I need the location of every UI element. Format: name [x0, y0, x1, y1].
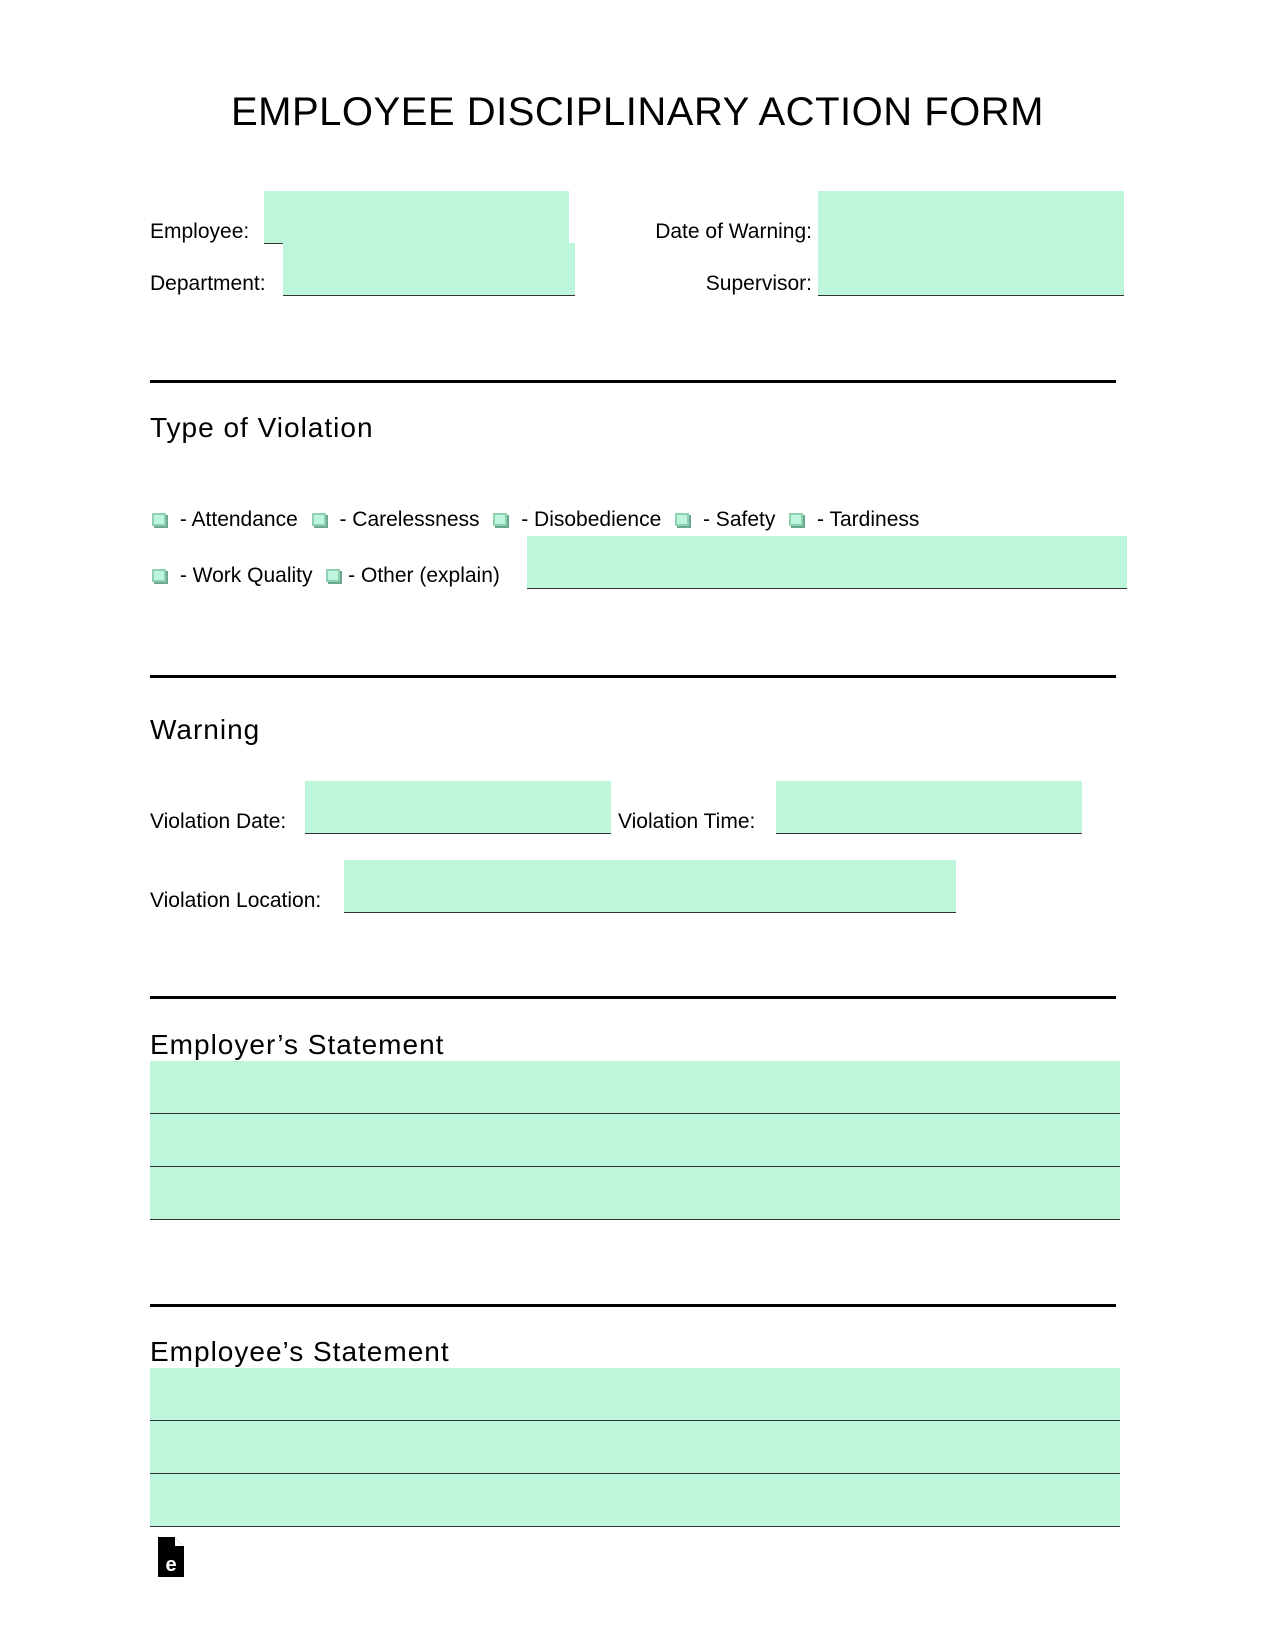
violation-date-label: Violation Date:: [150, 810, 287, 833]
employer-statement-line[interactable]: [150, 1167, 1120, 1220]
employer-statement-line[interactable]: [150, 1114, 1120, 1167]
tardiness-checkbox[interactable]: [789, 513, 803, 526]
violation-options-row-2: [152, 564, 500, 588]
tardiness-label: - Tardiness: [817, 508, 920, 531]
violation-time-label: Violation Time:: [618, 810, 756, 833]
other-explain-field[interactable]: [527, 536, 1127, 589]
violation-location-label: Violation Location:: [150, 889, 322, 912]
violation-heading: Type of Violation: [150, 412, 374, 443]
supervisor-label: Supervisor:: [705, 272, 812, 295]
employee-statement-line[interactable]: [150, 1368, 1120, 1421]
safety-label: - Safety: [702, 508, 776, 531]
section-divider: [150, 675, 1116, 678]
attendance-checkbox[interactable]: [152, 513, 166, 526]
carelessness-checkbox[interactable]: [312, 513, 326, 526]
employee-label: Employee:: [150, 220, 250, 243]
carelessness-label: - Carelessness: [339, 508, 480, 531]
violation-location-field[interactable]: [344, 860, 956, 913]
section-divider: [150, 1304, 1116, 1307]
form-title: EMPLOYEE DISCIPLINARY ACTION FORM: [231, 90, 1044, 134]
work-quality-label: - Work Quality: [179, 564, 313, 587]
disobedience-checkbox[interactable]: [493, 513, 507, 526]
section-divider: [150, 996, 1116, 999]
violation-time-field[interactable]: [776, 781, 1082, 834]
employee-field[interactable]: [264, 191, 569, 244]
svg-text:e: e: [165, 1554, 177, 1576]
department-field[interactable]: [283, 243, 575, 296]
work-quality-checkbox[interactable]: [152, 569, 166, 582]
date-of-warning-label: Date of Warning:: [655, 220, 812, 243]
disobedience-label: - Disobedience: [521, 508, 662, 531]
safety-checkbox[interactable]: [675, 513, 689, 526]
other-label: - Other (explain): [348, 564, 500, 587]
violation-options-row-1: [152, 508, 919, 532]
supervisor-field[interactable]: [818, 243, 1124, 296]
section-divider: [150, 380, 1116, 383]
employee-statement-heading: Employee’s Statement: [150, 1336, 450, 1367]
employer-statement-heading: Employer’s Statement: [150, 1029, 445, 1060]
attendance-label: - Attendance: [179, 508, 298, 531]
violation-date-field[interactable]: [305, 781, 611, 834]
warning-heading: Warning: [150, 714, 261, 745]
department-label: Department:: [150, 272, 266, 295]
date-of-warning-field[interactable]: [818, 191, 1124, 244]
document-e-icon: [156, 1537, 186, 1577]
employee-statement-line[interactable]: [150, 1474, 1120, 1527]
other-checkbox[interactable]: [326, 569, 340, 582]
employer-statement-line[interactable]: [150, 1061, 1120, 1114]
employee-statement-line[interactable]: [150, 1421, 1120, 1474]
